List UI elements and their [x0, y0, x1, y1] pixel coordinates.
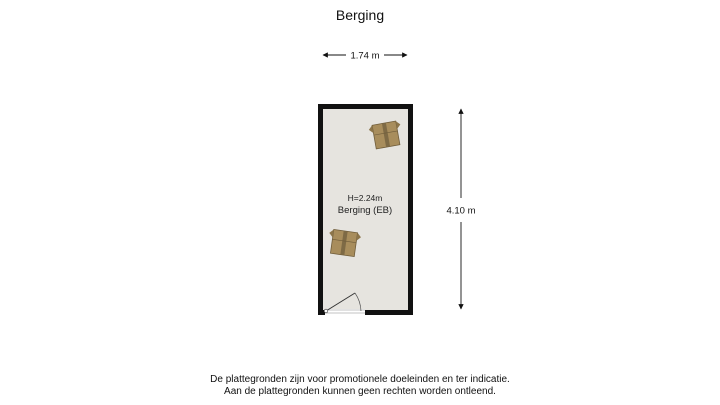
width-dimension-label: 1.74 m	[350, 50, 380, 62]
width-dimension	[323, 51, 407, 62]
room-height-label: H=2.24m	[347, 193, 383, 203]
height-dimension-label: 4.10 m	[446, 205, 476, 217]
disclaimer-line-1: De plattegronden zijn voor promotionele doeleinden en ter indicatie.	[210, 374, 510, 385]
disclaimer	[0, 374, 720, 398]
height-dimension	[446, 109, 475, 309]
disclaimer-line-2: Aan de plattegronden kunnen geen rechten worden ontleend.	[224, 386, 496, 397]
page-title: Berging	[335, 7, 385, 23]
door-hinge	[324, 309, 328, 313]
room-storage	[318, 104, 413, 316]
room-name-label: Berging (EB)	[337, 205, 393, 216]
